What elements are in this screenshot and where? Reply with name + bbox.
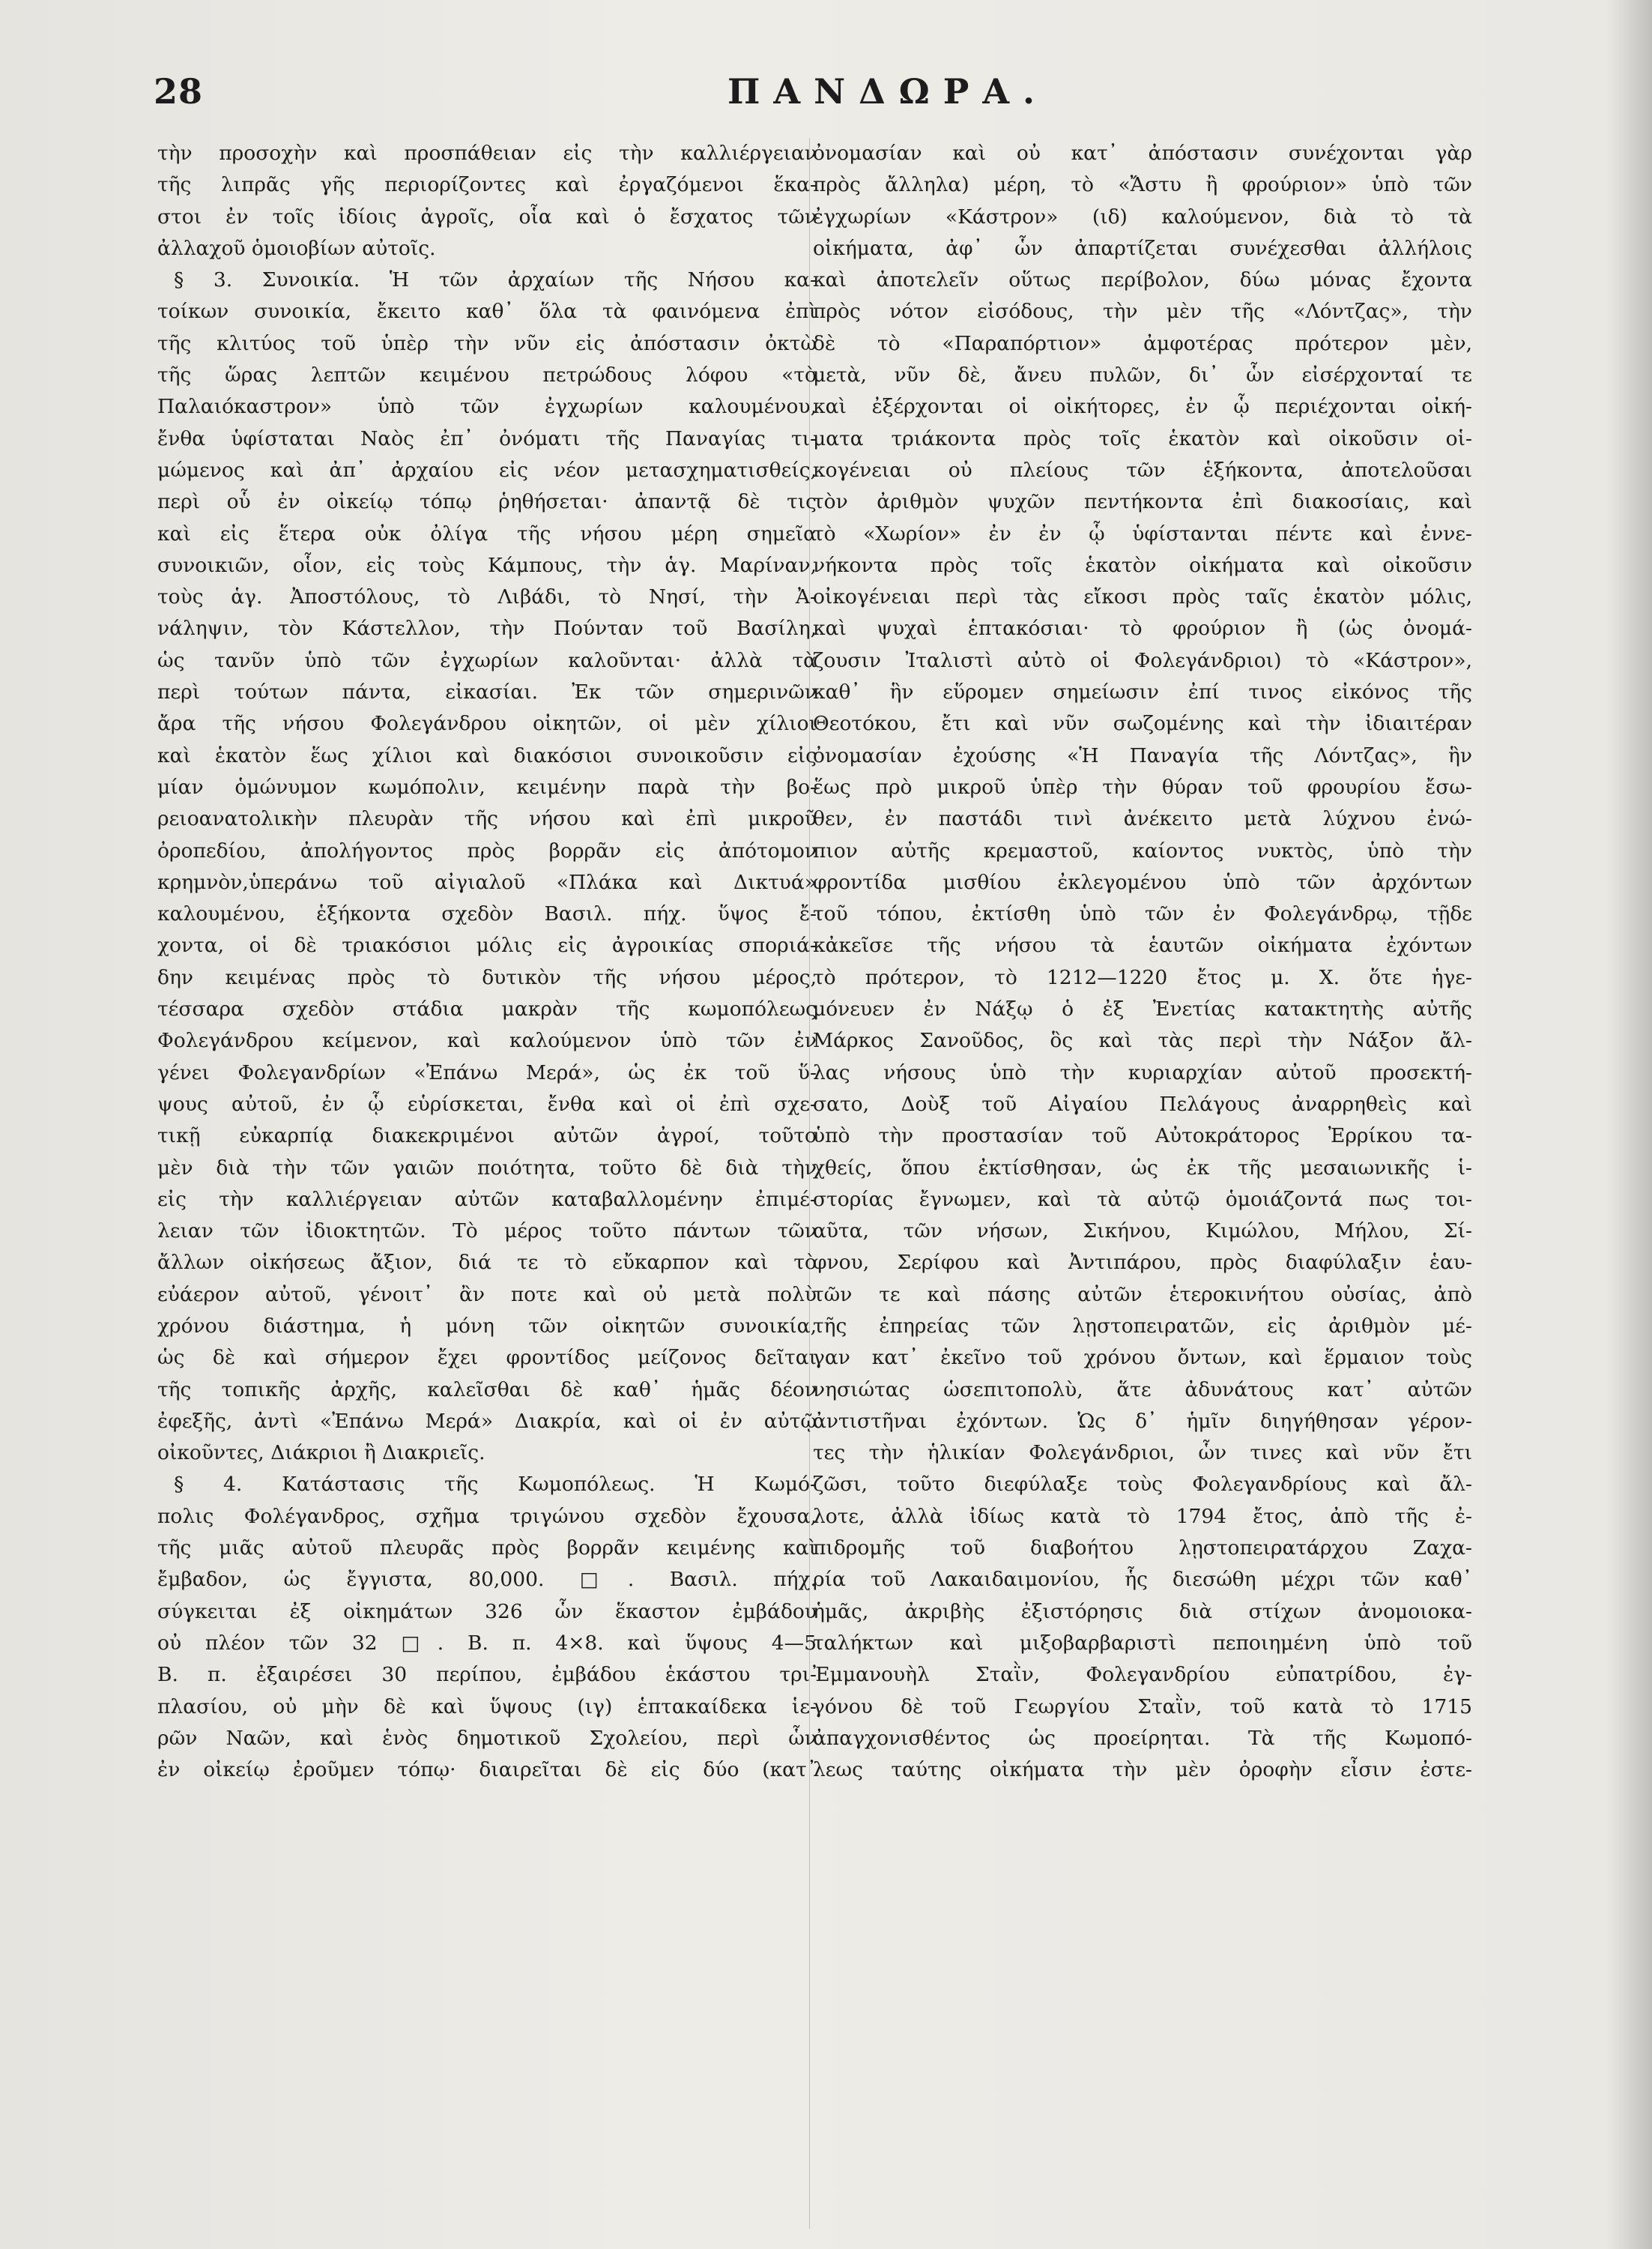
text-line: τῆς λιπρᾶς γῆς περιορίζοντες καὶ ἐργαζόμενοι ἕκα- xyxy=(157,173,817,197)
spine-shadow xyxy=(1607,0,1652,2249)
text-line: ἐγχωρίων «Κάστρον» (ιδ) καλούμενον, διὰ τὸ τὰ xyxy=(813,205,1472,229)
text-line: Θεοτόκου, ἔτι καὶ νῦν σωζομένης καὶ τὴν ἰδιαιτέραν xyxy=(813,712,1472,736)
text-line: ψους αὐτοῦ, ἐν ᾧ εὑρίσκεται, ἔνθα καὶ οἱ ἐπὶ σχε- xyxy=(157,1092,817,1116)
text-line: τῆς κλιτύος τοῦ ὑπὲρ τὴν νῦν εἰς ἀπόστασιν ὀκτὼ xyxy=(157,331,817,355)
text-line: χοντα, οἱ δὲ τριακόσιοι μόλις εἰς ἀγροικίας σποριά- xyxy=(157,934,817,958)
text-line: χρόνου διάστημα, ἡ μόνη τῶν οἰκητῶν συνοικία, xyxy=(157,1314,817,1338)
text-line: μώμενος καὶ ἀπ᾽ ἀρχαίου εἰς νέον μετασχηματισθείς, xyxy=(157,458,817,482)
text-line: πιδρομῆς τοῦ διαβοήτου λῃστοπειρατάρχου Ζαχα- xyxy=(813,1536,1472,1560)
text-line: καλουμένου, ἑξήκοντα σχεδὸν Βασιλ. πήχ. ὕψος ἔ- xyxy=(157,902,817,926)
text-line: ὀνομασίαν ἐχούσης «Ἡ Παναγία τῆς Λόντζας», ἣν xyxy=(813,743,1472,767)
text-line: ἕως πρὸ μικροῦ ὑπὲρ τὴν θύραν τοῦ φρουρίου ἔσω- xyxy=(813,775,1472,799)
text-line: καὶ εἰς ἕτερα οὐκ ὀλίγα τῆς νήσου μέρη σημεῖα xyxy=(157,522,817,546)
text-line: ρία τοῦ Λακαιδαιμονίου, ἧς διεσώθη μέχρι τῶν καθ᾽ xyxy=(813,1568,1472,1592)
text-line: οὐ πλέον τῶν 32 □. Β. π. 4×8. καὶ ὕψους 4—5 xyxy=(157,1631,817,1655)
text-line: ἐν οἰκείῳ ἐροῦμεν τόπῳ· διαιρεῖται δὲ εἰς δύο (κατ᾽ xyxy=(157,1758,817,1782)
text-line: στορίας ἔγνωμεν, καὶ τὰ αὐτῷ ὁμοιάζοντά πως τοι- xyxy=(813,1187,1472,1211)
page-number: 28 xyxy=(154,71,204,112)
text-line: τῆς τοπικῆς ἀρχῆς, καλεῖσθαι δὲ καθ᾽ ἡμᾶς δέον xyxy=(157,1377,817,1401)
text-line: τέσσαρα σχεδὸν στάδια μακρὰν τῆς κωμοπόλεως xyxy=(157,997,817,1021)
text-line: εὐάερον αὐτοῦ, γένοιτ᾽ ἂν ποτε καὶ οὐ μετὰ πολὺ xyxy=(157,1282,817,1306)
text-line: Φολεγάνδρου κείμενον, καὶ καλούμενον ὑπὸ τῶν ἐν xyxy=(157,1029,817,1053)
text-line: ἄλλων οἰκήσεως ἄξιον, διά τε τὸ εὔκαρπον καὶ τὸ xyxy=(157,1251,817,1275)
text-line: Ἐμμανουὴλ Σταῒν, Φολεγανδρίου εὐπατρίδου, ἐγ- xyxy=(813,1663,1472,1687)
text-line: Παλαιόκαστρον» ὑπὸ τῶν ἐγχωρίων καλουμένου, xyxy=(157,395,817,419)
text-line: ὑπὸ τὴν προστασίαν τοῦ Αὐτοκράτορος Ἐρρίκου τα- xyxy=(813,1124,1472,1148)
text-line: ἔνθα ὑφίσταται Ναὸς ἐπ᾽ ὀνόματι τῆς Παναγίας τι- xyxy=(157,426,817,450)
text-line: πλασίου, οὐ μὴν δὲ καὶ ὕψους (ιγ) ἑπτακαίδεκα ἱε- xyxy=(157,1694,817,1718)
text-line: πρὸς νότον εἰσόδους, τὴν μὲν τῆς «Λόντζας», τὴν xyxy=(813,300,1472,324)
text-line: τοῦ τόπου, ἐκτίσθη ὑπὸ τῶν ἐν Φολεγάνδρῳ, τῇδε xyxy=(813,902,1472,926)
text-line: δὲ τὸ «Παραπόρτιον» ἀμφοτέρας πρότερον μὲν, xyxy=(813,331,1472,355)
text-line: ζῶσι, τοῦτο διεφύλαξε τοὺς Φολεγανδρίους καὶ ἄλ- xyxy=(813,1473,1472,1497)
text-line: οἰκοῦντες, Διάκριοι ἢ Διακριεῖς. xyxy=(157,1441,485,1465)
text-line: μὲν διὰ τὴν τῶν γαιῶν ποιότητα, τοῦτο δὲ διὰ τὴν xyxy=(157,1156,817,1180)
text-line: περὶ οὗ ἐν οἰκείῳ τόπῳ ῥηθήσεται· ἀπαντᾷ δὲ τις xyxy=(157,490,817,514)
text-line: § 4. Κατάστασις τῆς Κωμοπόλεως. Ἡ Κωμό- xyxy=(174,1473,817,1497)
page-header xyxy=(154,71,1622,124)
text-line: τικῇ εὐκαρπίᾳ διακεκριμένοι αὐτῶν ἀγροί, τοῦτο xyxy=(157,1124,817,1148)
text-line: εἰς τὴν καλλιέργειαν αὐτῶν καταβαλλομένην ἐπιμέ- xyxy=(157,1187,817,1211)
text-line: λας νήσους ὑπὸ τὴν κυριαρχίαν αὐτοῦ προσεκτή- xyxy=(813,1060,1472,1084)
text-line: τῆς μιᾶς αὐτοῦ πλευρᾶς πρὸς βορρᾶν κειμένης καὶ xyxy=(157,1536,817,1560)
text-line: τὸ «Χωρίον» ἐν ἐν ᾧ ὑφίστανται πέντε καὶ ἐννε- xyxy=(813,522,1472,546)
text-line: οἰκογένειαι περὶ τὰς εἴκοσι πρὸς ταῖς ἑκατὸν μόλις, xyxy=(813,585,1472,609)
text-line: κογένειαι οὐ πλείους τῶν ἑξήκοντα, ἀποτελοῦσαι xyxy=(813,458,1472,482)
text-line: ταλήκτων καὶ μιξοβαρβαριστὶ πεποιημένη ὑπὸ τοῦ xyxy=(813,1631,1472,1655)
text-line: ὡς τανῦν ὑπὸ τῶν ἐγχωρίων καλοῦνται· ἀλλὰ τὰ xyxy=(157,648,817,672)
text-line: ἀπαγχονισθέντος ὡς προείρηται. Τὰ τῆς Κωμοπό- xyxy=(813,1726,1472,1750)
text-line: περὶ τούτων πάντα, εἰκασίαι. Ἐκ τῶν σημερινῶν xyxy=(157,680,817,704)
text-line: θεν, ἐν παστάδι τινὶ ἀνέκειτο μετὰ λύχνου ἐνώ- xyxy=(813,807,1472,831)
text-line: λειαν τῶν ἰδιοκτητῶν. Τὸ μέρος τοῦτο πάντων τῶν xyxy=(157,1219,817,1243)
text-line: μετὰ, νῦν δὲ, ἄνευ πυλῶν, δι᾽ ὧν εἰσέρχονταί τε xyxy=(813,363,1472,387)
text-line: σατο, Δοὺξ τοῦ Αἰγαίου Πελάγους ἀναρρηθεὶς καὶ xyxy=(813,1092,1472,1116)
text-line: καὶ ψυχαὶ ἑπτακόσιαι· τὸ φρούριον ἢ (ὡς ὀνομά- xyxy=(813,617,1472,641)
text-line: τὸ πρότερον, τὸ 1212—1220 ἔτος μ. Χ. ὅτε ἡγε- xyxy=(813,965,1472,989)
text-line: Β. π. ἐξαιρέσει 30 περίπου, ἐμβάδου ἑκάστου τρι- xyxy=(157,1663,817,1687)
text-line: μόνευεν ἐν Νάξῳ ὁ ἐξ Ἐνετίας κατακτητὴς αὐτῆς xyxy=(813,997,1472,1021)
text-line: τῶν τε καὶ πάσης αὐτῶν ἑτεροκινήτου οὐσίας, ἀπὸ xyxy=(813,1282,1472,1306)
text-line: ὀνομασίαν καὶ οὐ κατ᾽ ἀπόστασιν συνέχονται γὰρ xyxy=(813,142,1472,165)
text-line: τοὺς ἁγ. Ἀποστόλους, τὸ Λιβάδι, τὸ Νησί, τὴν Ἀ- xyxy=(157,585,817,609)
text-line: νήκοντα πρὸς τοῖς ἑκατὸν οἰκήματα καὶ οἰκοῦσιν xyxy=(813,553,1472,577)
text-line: λεως ταύτης οἰκήματα τὴν μὲν ὀροφὴν εἶσιν ἐστε- xyxy=(813,1758,1472,1782)
text-line: ζουσιν Ἰταλιστὶ αὐτὸ οἱ Φολεγάνδριοι) τὸ «Κάστρον», xyxy=(813,648,1472,672)
text-line: τὴν προσοχὴν καὶ προσπάθειαν εἰς τὴν καλλιέργειαν xyxy=(157,142,817,165)
text-line: ἐφεξῆς, ἀντὶ «Ἐπάνω Μερά» Διακρία, καὶ οἱ ἐν αὐτῷ xyxy=(157,1409,817,1433)
text-line: λοτε, ἀλλὰ ἰδίως κατὰ τὸ 1794 ἔτος, ἀπὸ τῆς ἐ- xyxy=(813,1504,1472,1528)
text-line: δην κειμένας πρὸς τὸ δυτικὸν τῆς νήσου μέρος, xyxy=(157,965,817,989)
text-line: ἀντιστῆναι ἐχόντων. Ὡς δ᾽ ἡμῖν διηγήθησαν γέρον- xyxy=(813,1409,1472,1433)
text-line: χθείς, ὅπου ἐκτίσθησαν, ὡς ἐκ τῆς μεσαιωνικῆς ἱ- xyxy=(813,1156,1472,1180)
text-line: ὡς δὲ καὶ σήμερον ἔχει φροντίδος μείζονος δεῖται xyxy=(157,1346,817,1370)
text-line: τοίκων συνοικία, ἔκειτο καθ᾽ ὅλα τὰ φαινόμενα ἐπὶ xyxy=(157,300,817,324)
text-line: ἀλλαχοῦ ὁμοιοβίων αὐτοῖς. xyxy=(157,236,436,260)
text-line: καὶ ἑκατὸν ἕως χίλιοι καὶ διακόσιοι συνοικοῦσιν εἰς xyxy=(157,743,817,767)
text-line: τῆς ἐπηρείας τῶν λῃστοπειρατῶν, εἰς ἀριθμὸν μέ- xyxy=(813,1314,1472,1338)
left-text-column xyxy=(157,138,817,1786)
text-line: κἀκεῖσε τῆς νήσου τὰ ἑαυτῶν οἰκήματα ἐχόντων xyxy=(813,934,1472,958)
text-line: πολις Φολέγανδρος, σχῆμα τριγώνου σχεδὸν ἔχουσα, xyxy=(157,1504,817,1528)
text-line: ρειοανατολικὴν πλευρὰν τῆς νήσου καὶ ἐπὶ μικροῦ xyxy=(157,807,817,831)
text-line: ὀροπεδίου, ἀπολήγοντος πρὸς βορρᾶν εἰς ἀπότομον xyxy=(157,839,817,863)
text-line: συνοικιῶν, οἷον, εἰς τοὺς Κάμπους, τὴν ἁγ. Μαρίναν, xyxy=(157,553,817,577)
column-divider xyxy=(809,138,810,2229)
text-line: ρῶν Ναῶν, καὶ ἑνὸς δημοτικοῦ Σχολείου, περὶ ὧν xyxy=(157,1726,817,1750)
text-line: καθ᾽ ἣν εὕρομεν σημείωσιν ἐπί τινος εἰκόνος τῆς xyxy=(813,680,1472,704)
text-line: Μάρκος Σανοῦδος, ὃς καὶ τὰς περὶ τὴν Νάξον ἄλ- xyxy=(813,1029,1472,1053)
text-line: στοι ἐν τοῖς ἰδίοις ἀγροῖς, οἷα καὶ ὁ ἔσχατος τῶν xyxy=(157,205,817,229)
running-title: ΠΑΝΔΩΡΑ. xyxy=(727,71,1049,112)
text-line: καὶ ἐξέρχονται οἱ οἰκήτορες, ἐν ᾧ περιέχονται οἰκή- xyxy=(813,395,1472,419)
text-line: § 3. Συνοικία. Ἡ τῶν ἀρχαίων τῆς Νήσου κα- xyxy=(174,268,817,292)
text-line: τες τὴν ἡλικίαν Φολεγάνδριοι, ὧν τινες καὶ νῦν ἔτι xyxy=(813,1441,1472,1465)
text-line: γόνου δὲ τοῦ Γεωργίου Σταῒν, τοῦ κατὰ τὸ 1715 xyxy=(813,1694,1472,1718)
text-line: ἡμᾶς, ἀκριβὴς ἐξιστόρησις διὰ στίχων ἀνομοιοκα- xyxy=(813,1599,1472,1623)
text-line: καὶ ἀποτελεῖν οὕτως περίβολον, δύω μόνας ἔχοντα xyxy=(813,268,1472,292)
text-line: νησιώτας ὡσεπιτοπολὺ, ἅτε ἀδυνάτους κατ᾽ αὐτῶν xyxy=(813,1377,1472,1401)
text-line: ματα τριάκοντα πρὸς τοῖς ἑκατὸν καὶ οἰκοῦσιν οἱ- xyxy=(813,426,1472,450)
text-line: τὸν ἀριθμὸν ψυχῶν πεντήκοντα ἐπὶ διακοσίαις, καὶ xyxy=(813,490,1472,514)
text-line: πρὸς ἄλληλα) μέρη, τὸ «Ἄστυ ἢ φρούριον» ὑπὸ τῶν xyxy=(813,173,1472,197)
text-line: τῆς ὥρας λεπτῶν κειμένου πετρώδους λόφου «τὸ xyxy=(157,363,817,387)
text-line: γένει Φολεγανδρίων «Ἐπάνω Μερά», ὡς ἐκ τοῦ ὕ- xyxy=(157,1060,817,1084)
text-line: ἔμβαδον, ὡς ἔγγιστα, 80,000. □. Βασιλ. πήχ. xyxy=(157,1568,817,1592)
text-line: φροντίδα μισθίου ἐκλεγομένου ὑπὸ τῶν ἀρχόντων xyxy=(813,870,1472,894)
text-line: ἄρα τῆς νήσου Φολεγάνδρου οἰκητῶν, οἱ μὲν χίλιοι xyxy=(157,712,817,736)
text-line: φνου, Σερίφου καὶ Ἀντιπάρου, πρὸς διαφύλαξιν ἑαυ- xyxy=(813,1251,1472,1275)
text-line: αῦτα, τῶν νήσων, Σικήνου, Κιμώλου, Μήλου, Σί- xyxy=(813,1219,1472,1243)
text-line: σύγκειται ἐξ οἰκημάτων 326 ὧν ἕκαστον ἐμβάδου xyxy=(157,1599,817,1623)
text-line: κρημνὸν,ὑπεράνω τοῦ αἰγιαλοῦ «Πλάκα καὶ Δικτυά» xyxy=(157,870,817,894)
text-line: γαν κατ᾽ ἐκεῖνο τοῦ χρόνου ὄντων, καὶ ἕρμαιον τοὺς xyxy=(813,1346,1472,1370)
text-line: οἰκήματα, ἀφ᾽ ὧν ἀπαρτίζεται συνέχεσθαι ἀλλήλοις xyxy=(813,236,1472,260)
text-line: μίαν ὁμώνυμον κωμόπολιν, κειμένην παρὰ τὴν βο- xyxy=(157,775,817,799)
text-line: πιον αὐτῆς κρεμαστοῦ, καίοντος νυκτὸς, ὑπὸ τὴν xyxy=(813,839,1472,863)
right-text-column xyxy=(813,138,1472,1786)
text-line: νάληψιν, τὸν Κάστελλον, τὴν Πούνταν τοῦ Βασίλη, xyxy=(157,617,817,641)
